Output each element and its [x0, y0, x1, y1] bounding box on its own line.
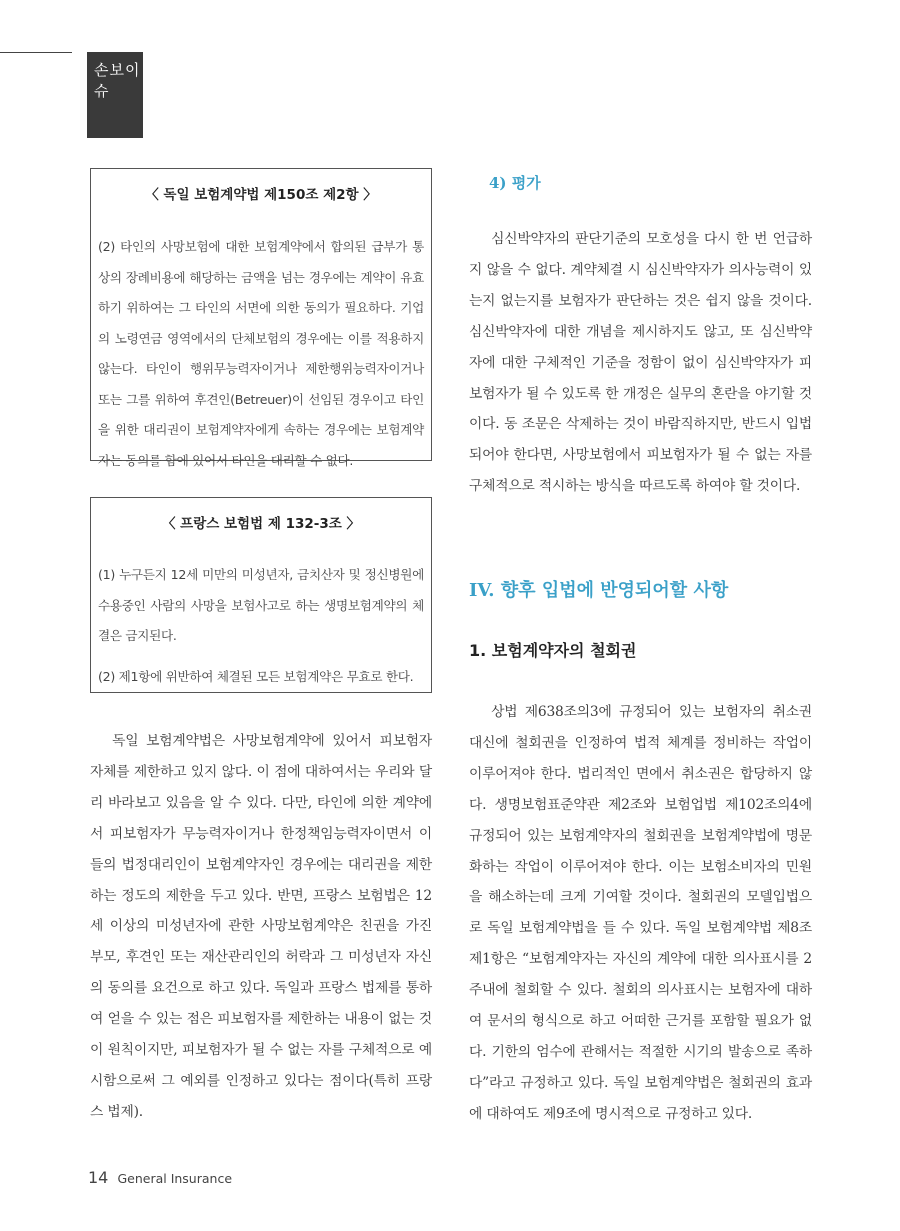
page-footer — [88, 1168, 232, 1187]
heading-evaluation: 4) 평가 — [489, 174, 541, 192]
german-law-box-text: (2) 타인의 사망보험에 대한 보험계약에서 합의된 급부가 통상의 장례비용에 해당하는 금액을 넘는 경우에는 계약이 유효하기 위하여는 그 타인의 서면에 의한 동의가 필요하다. 기업의 노령연금 영역에서의 단체보험의 경우에는 이를 적용하지 않는다. 타인이 행위무능력자이거나 제한행위능력자이거나 또는 그를 위하여 후견인(Betreuer)이 선임된 경우이고 타인을 위한 대리권이 보험계약자에게 속하는 경우에는 보험계약자는 동의를 함에 있어서 타인을 대리할 수 없다. — [98, 239, 424, 468]
left-body-paragraph: 독일 보험계약법은 사망보험계약에 있어서 피보험자 자체를 제한하고 있지 않다. 이 점에 대하여서는 우리와 달리 바라보고 있음을 알 수 있다. 다만, 타인에 의한 계약에서 피보험자가 무능력자이거나 한정책임능력자이면서 이들의 법정대리인이 보험계약자인 경우에는 대리권을 제한하는 정도의 제한을 두고 있다. 반면, 프랑스 보험법은 12세 이상의 미성년자에 관한 사망보험계약은 친권을 가진 부모, 후견인 또는 재산관리인의 허락과 그 미성년자 자신의 동의를 요건으로 하고 있다. 독일과 프랑스 법제를 통하여 얻을 수 있는 점은 피보험자를 제한하는 내용이 없는 것이 원칙이지만, 피보험자가 될 수 없는 자를 구체적으로 예시함으로써 그 예외를 인정하고 있다는 점이다(특히 프랑스 법제). — [90, 733, 432, 1120]
french-law-box-para2: (2) 제1항에 위반하여 체결된 모든 보험계약은 무효로 한다. — [98, 668, 414, 684]
french-law-box-title: 〈 프랑스 보험법 제 132-3조 〉 — [161, 516, 360, 532]
withdrawal-body — [469, 697, 812, 1130]
withdrawal-paragraph: 상법 제638조의3에 규정되어 있는 보험자의 취소권 대신에 철회권을 인정하여 법적 체계를 정비하는 작업이 이루어져야 한다. 법리적인 면에서 취소권은 합당하지 않다. 생명보험표준약관 제2조와 보험업법 제102조의4에 규정되어 있는 보험계약자의 철회권을 보험계약법에 명문화하는 작업이 이루어져야 한다. 이는 보험소비자의 민원을 해소하는데 크게 기여할 것이다. 철회권의 모델입법으로 독일 보험계약법을 들 수 있다. 독일 보험계약법 제8조 제1항은 “보험계약자는 자신의 계약에 대한 의사표시를 2주내에 철회할 수 있다. 철회의 의사표시는 보험자에 대하여 문서의 형식으로 하고 어떠한 근거를 포함할 필요가 없다. 기한의 엄수에 관해서는 적절한 시기의 발송으로 족하다”라고 규정하고 있다. 독일 보험계약법은 철회권의 효과에 대하여도 제9조에 명시적으로 규정하고 있다. — [469, 704, 812, 1122]
section-tab-label: 손보이슈 — [94, 61, 141, 100]
left-body — [90, 726, 432, 1128]
top-rule — [0, 52, 72, 53]
heading-section-iv: IV. 향후 입법에 반영되어할 사항 — [469, 580, 729, 601]
publication-name: General Insurance — [117, 1171, 233, 1186]
french-law-box — [90, 497, 432, 693]
page-number: 14 — [88, 1168, 109, 1187]
german-law-box-title: 〈 독일 보험계약법 제150조 제2항 〉 — [145, 187, 377, 203]
french-law-box-para1: (1) 누구든지 12세 미만의 미성년자, 금치산자 및 정신병원에 수용중인 사람의 사망을 보험사고로 하는 생명보험계약의 체결은 금지된다. — [98, 567, 424, 643]
heading-withdrawal-right: 1. 보험계약자의 철회권 — [469, 641, 637, 660]
evaluation-paragraph: 심신박약자의 판단기준의 모호성을 다시 한 번 언급하지 않을 수 없다. 계약체결 시 심신박약자가 의사능력이 있는지 없는지를 보험자가 판단하는 것은 쉽지 않을 것이다. 심신박약자에 대한 개념을 제시하지도 않고, 또 심신박약자에 대한 구체적인 기준을 정함이 없이 심신박약자가 피보험자가 될 수 있도록 한 개정은 실무의 혼란을 야기할 것이다. 동 조문은 삭제하는 것이 바람직하지만, 반드시 입법되어야 한다면, 사망보험에서 피보험자가 될 수 없는 자를 구체적으로 적시하는 방식을 따르도록 하여야 할 것이다. — [469, 231, 812, 495]
evaluation-body — [469, 224, 812, 502]
german-law-box — [90, 168, 432, 468]
section-tab — [87, 52, 143, 138]
